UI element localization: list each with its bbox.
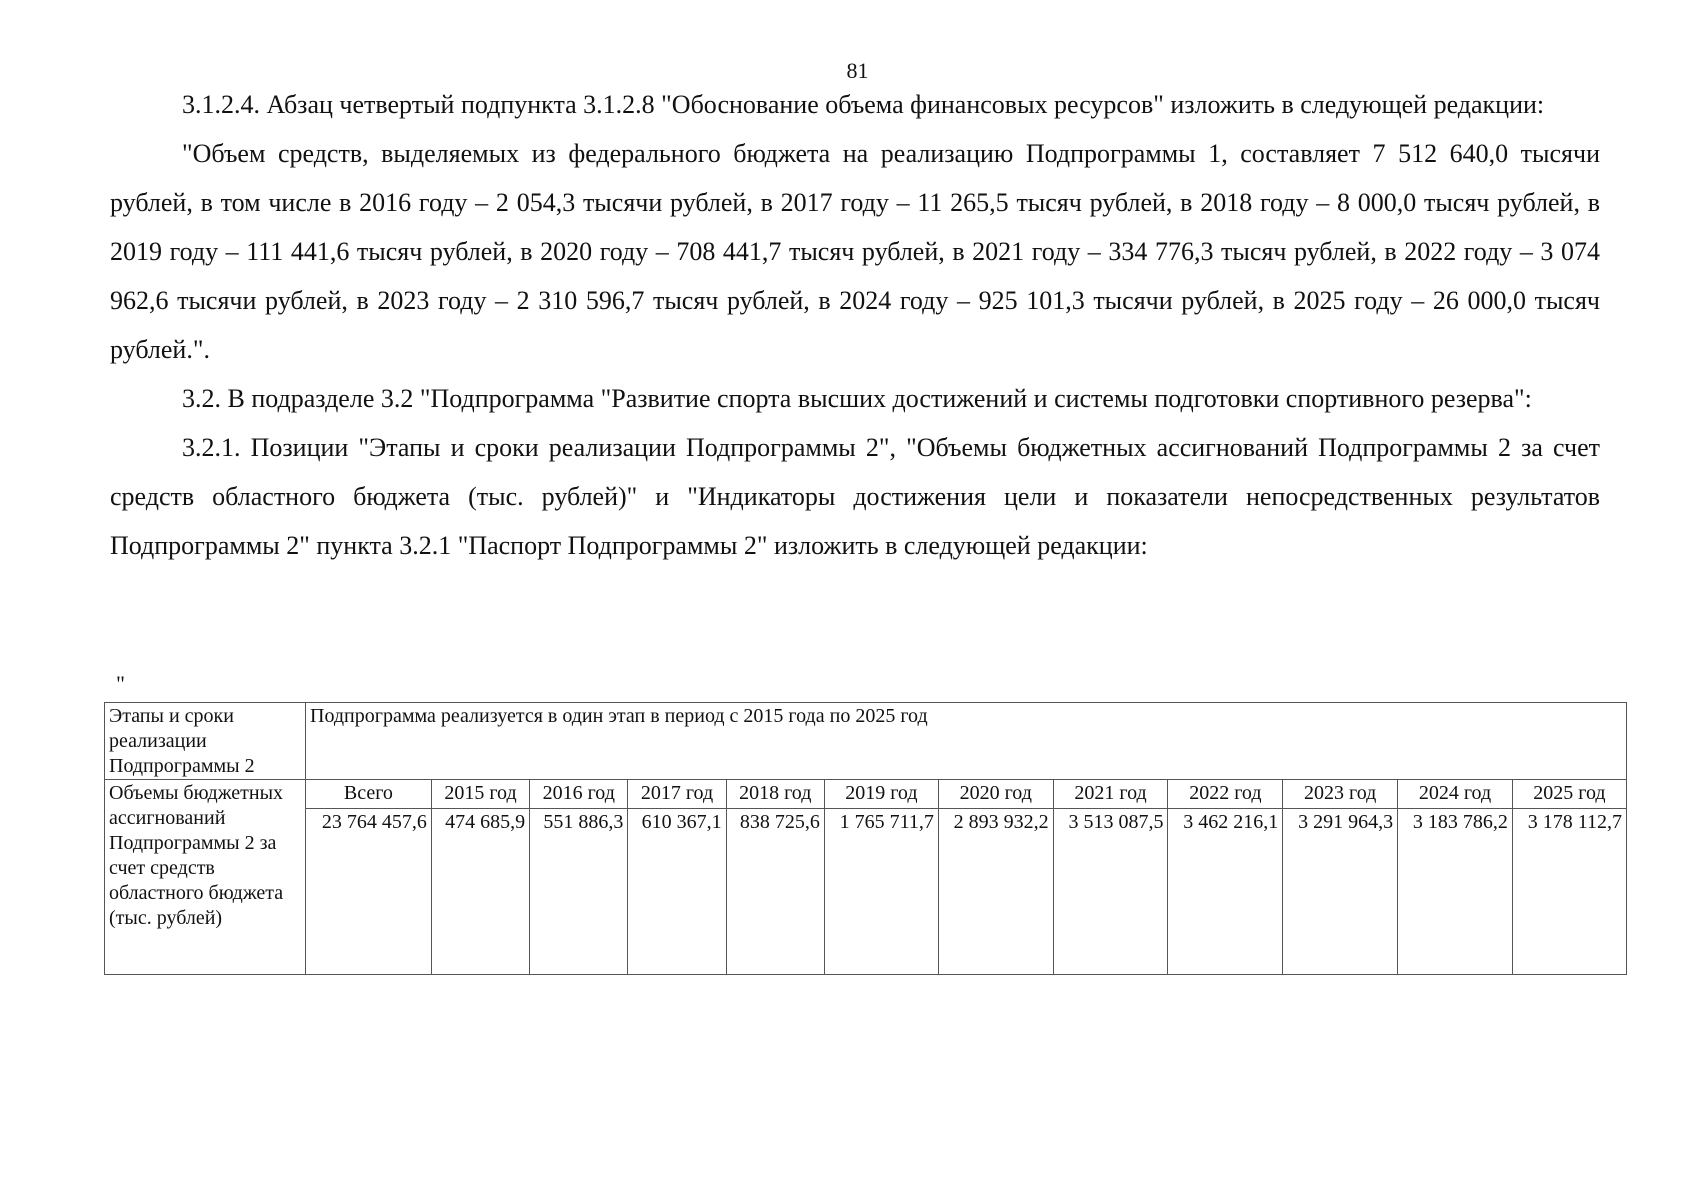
table-row-budget-values xyxy=(105,809,1627,975)
table-row-stages xyxy=(105,703,1627,780)
column-header-2023: 2023 год xyxy=(1283,780,1398,809)
value-2016: 551 886,3 xyxy=(530,809,628,975)
column-header-2021: 2021 год xyxy=(1053,780,1168,809)
document-body xyxy=(110,80,1600,570)
paragraph-3-1-2-4: 3.1.2.4. Абзац четвертый подпункта 3.1.2.8 "Обоснование объема финансовых ресурсов" изложить в следующей редакции: xyxy=(182,90,1545,119)
value-2019: 1 765 711,7 xyxy=(824,809,938,975)
column-header-2024: 2024 год xyxy=(1398,780,1513,809)
stages-value-cell: Подпрограмма реализуется в один этап в период с 2015 года по 2025 год xyxy=(306,703,1627,780)
page-number: 81 xyxy=(846,58,869,83)
column-header-2017: 2017 год xyxy=(628,780,726,809)
column-header-2025: 2025 год xyxy=(1512,780,1626,809)
column-header-2018: 2018 год xyxy=(726,780,824,809)
value-2017: 610 367,1 xyxy=(628,809,726,975)
column-header-2016: 2016 год xyxy=(530,780,628,809)
column-header-2022: 2022 год xyxy=(1168,780,1283,809)
value-2020: 2 893 932,2 xyxy=(938,809,1053,975)
value-2025: 3 178 112,7 xyxy=(1512,809,1626,975)
value-total: 23 764 457,6 xyxy=(306,809,432,975)
subprogram-passport-table xyxy=(104,702,1627,975)
value-2015: 474 685,9 xyxy=(431,809,529,975)
paragraph-federal-budget-quote: "Объем средств, выделяемых из федерального бюджета на реализацию Подпрограммы 1, составляет 7 512 640,0 тысячи рублей, в том числе в 2016 году – 2 054,3 тысячи рублей, в 2017 году – 11 265,5 тысяч рублей, в 2018 году – 8 000,0 тысяч рублей, в 2019 году – 111 441,6 тысяч рублей, в 2020 году – 708 441,7 тысяч рублей, в 2021 году – 334 776,3 тысяч рублей, в 2022 году – 3 074 962,6 тысячи рублей, в 2023 году – 2 310 596,7 тысяч рублей, в 2024 году – 925 101,3 тысячи рублей, в 2025 году – 26 000,0 тысяч рублей.". xyxy=(110,139,1600,364)
table-row-budget-headers xyxy=(105,780,1627,809)
value-2018: 838 725,6 xyxy=(726,809,824,975)
value-2022: 3 462 216,1 xyxy=(1168,809,1283,975)
column-header-2020: 2020 год xyxy=(938,780,1053,809)
opening-quote-mark: " xyxy=(116,671,125,696)
stages-label-cell: Этапы и сроки реализации Подпрограммы 2 xyxy=(105,703,306,780)
column-header-total: Всего xyxy=(306,780,432,809)
budget-label-cell: Объемы бюджетных ассигнований Подпрограммы 2 за счет средств областного бюджета (тыс. рублей) xyxy=(105,780,306,975)
column-header-2019: 2019 год xyxy=(824,780,938,809)
paragraph-3-2-1: 3.2.1. Позиции "Этапы и сроки реализации Подпрограммы 2", "Объемы бюджетных ассигнований Подпрограммы 2 за счет средств областного бюджета (тыс. рублей)" и "Индикаторы достижения цели и показатели непосредственных результатов Подпрограммы 2" пункта 3.2.1 "Паспорт Подпрограммы 2" изложить в следующей редакции: xyxy=(110,433,1600,560)
column-header-2015: 2015 год xyxy=(431,780,529,809)
value-2021: 3 513 087,5 xyxy=(1053,809,1168,975)
value-2023: 3 291 964,3 xyxy=(1283,809,1398,975)
value-2024: 3 183 786,2 xyxy=(1398,809,1513,975)
paragraph-3-2: 3.2. В подразделе 3.2 "Подпрограмма "Развитие спорта высших достижений и системы подготовки спортивного резерва": xyxy=(182,384,1532,413)
